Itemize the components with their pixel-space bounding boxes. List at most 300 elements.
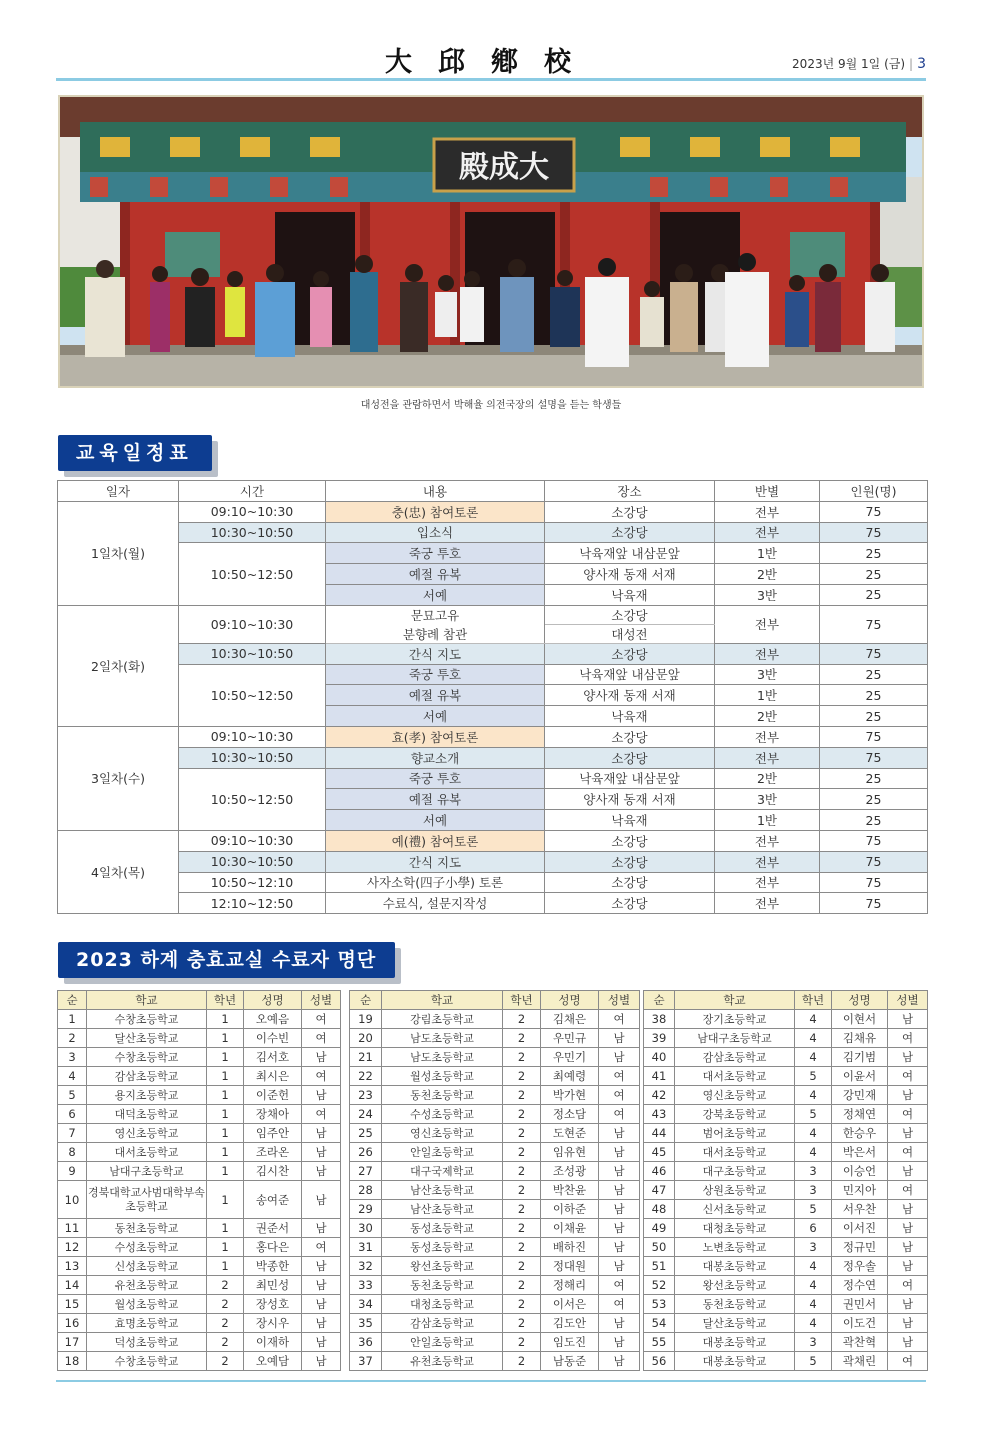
group-cell: 2반 xyxy=(715,564,820,585)
no-cell: 6 xyxy=(58,1105,87,1124)
school-cell: 대구국제학교 xyxy=(382,1162,503,1181)
roster-row xyxy=(350,1276,640,1295)
schedule-row xyxy=(58,726,928,747)
roster-row xyxy=(350,1295,640,1314)
roster-row xyxy=(58,1124,341,1143)
roster-row xyxy=(644,1257,928,1276)
name-cell: 정규민 xyxy=(832,1238,888,1257)
roster-row xyxy=(58,1219,341,1238)
group-cell: 전부 xyxy=(715,747,820,768)
schedule-header-row xyxy=(58,481,928,502)
grade-cell: 4 xyxy=(795,1314,832,1333)
gender-cell: 여 xyxy=(302,1067,341,1086)
grade-cell: 2 xyxy=(503,1124,541,1143)
roster-row xyxy=(350,1181,640,1200)
roster-col-header: 학년 xyxy=(207,991,244,1010)
count-cell: 75 xyxy=(820,501,928,522)
gender-cell: 남 xyxy=(888,1219,928,1238)
gender-cell: 여 xyxy=(302,1010,341,1029)
place-cell: 소강당 xyxy=(545,830,715,851)
gender-cell: 남 xyxy=(599,1219,640,1238)
grade-cell: 3 xyxy=(795,1238,832,1257)
daeseongjeon-photo xyxy=(58,95,924,388)
roster-col-header: 순 xyxy=(644,991,675,1010)
no-cell: 30 xyxy=(350,1219,382,1238)
name-cell: 장성호 xyxy=(244,1295,302,1314)
name-cell: 최예령 xyxy=(541,1067,599,1086)
name-cell: 김기범 xyxy=(832,1048,888,1067)
name-cell: 김서호 xyxy=(244,1048,302,1067)
grade-cell: 1 xyxy=(207,1238,244,1257)
grade-cell: 4 xyxy=(795,1295,832,1314)
no-cell: 39 xyxy=(644,1029,675,1048)
time-cell: 12:10~12:50 xyxy=(179,893,326,914)
time-cell: 09:10~10:30 xyxy=(179,605,326,643)
school-cell: 용지초등학교 xyxy=(87,1086,207,1105)
no-cell: 47 xyxy=(644,1181,675,1200)
content-cell: 죽궁 투호 xyxy=(326,768,545,789)
place-cell: 양사재 동재 서재 xyxy=(545,564,715,585)
name-cell: 우민기 xyxy=(541,1048,599,1067)
gender-cell: 남 xyxy=(599,1029,640,1048)
name-cell: 이재하 xyxy=(244,1333,302,1352)
count-cell: 75 xyxy=(820,605,928,643)
col-header: 일자 xyxy=(58,481,179,502)
no-cell: 27 xyxy=(350,1162,382,1181)
no-cell: 54 xyxy=(644,1314,675,1333)
count-cell: 25 xyxy=(820,810,928,831)
gender-cell: 여 xyxy=(302,1029,341,1048)
group-cell: 전부 xyxy=(715,872,820,893)
school-cell: 감삼초등학교 xyxy=(675,1048,795,1067)
roster-col-header: 성명 xyxy=(244,991,302,1010)
count-cell: 75 xyxy=(820,747,928,768)
roster-col-header: 학교 xyxy=(87,991,207,1010)
no-cell: 55 xyxy=(644,1333,675,1352)
schedule-row xyxy=(58,664,928,685)
grade-cell: 5 xyxy=(795,1352,832,1371)
group-cell: 2반 xyxy=(715,706,820,727)
roster-row xyxy=(644,1314,928,1333)
gender-cell: 남 xyxy=(302,1219,341,1238)
roster-row xyxy=(58,1295,341,1314)
gender-cell: 남 xyxy=(302,1333,341,1352)
gender-cell: 남 xyxy=(888,1086,928,1105)
no-cell: 21 xyxy=(350,1048,382,1067)
gender-cell: 남 xyxy=(888,1295,928,1314)
roster-row xyxy=(58,1352,341,1371)
grade-cell: 1 xyxy=(207,1143,244,1162)
place-cell: 낙육재앞 내삼문앞 xyxy=(545,543,715,564)
top-rule xyxy=(56,78,926,81)
roster-row xyxy=(644,1238,928,1257)
school-cell: 경북대학교사범대학부속 초등학교 xyxy=(87,1181,207,1219)
roster-col-header: 성명 xyxy=(832,991,888,1010)
place-cell: 소강당 xyxy=(545,501,715,522)
content-cell: 간식 지도 xyxy=(326,643,545,664)
signboard-text: 殿成大 xyxy=(459,150,549,185)
group-cell: 3반 xyxy=(715,789,820,810)
name-cell: 이채윤 xyxy=(541,1219,599,1238)
school-cell: 대봉초등학교 xyxy=(675,1352,795,1371)
school-cell: 수창초등학교 xyxy=(87,1010,207,1029)
school-cell: 왕선초등학교 xyxy=(675,1276,795,1295)
school-cell: 상원초등학교 xyxy=(675,1181,795,1200)
no-cell: 25 xyxy=(350,1124,382,1143)
no-cell: 20 xyxy=(350,1029,382,1048)
content-cell: 서예 xyxy=(326,706,545,727)
no-cell: 15 xyxy=(58,1295,87,1314)
name-cell: 임유현 xyxy=(541,1143,599,1162)
count-cell: 25 xyxy=(820,706,928,727)
grade-cell: 2 xyxy=(503,1333,541,1352)
grade-cell: 2 xyxy=(207,1314,244,1333)
day-label: 4일차(목) xyxy=(58,830,179,913)
roster-row xyxy=(58,1143,341,1162)
gender-cell: 남 xyxy=(599,1333,640,1352)
school-cell: 대서초등학교 xyxy=(87,1143,207,1162)
roster-row xyxy=(58,1010,341,1029)
grade-cell: 6 xyxy=(795,1219,832,1238)
content-cell: 죽궁 투호 xyxy=(326,664,545,685)
bottom-rule xyxy=(56,1380,926,1382)
no-cell: 41 xyxy=(644,1067,675,1086)
roster-col-header: 학교 xyxy=(382,991,503,1010)
grade-cell: 4 xyxy=(795,1086,832,1105)
content-cell: 분향례 참관 xyxy=(326,624,545,643)
name-cell: 이승언 xyxy=(832,1162,888,1181)
no-cell: 23 xyxy=(350,1086,382,1105)
no-cell: 3 xyxy=(58,1048,87,1067)
col-header: 인원(명) xyxy=(820,481,928,502)
gender-cell: 남 xyxy=(888,1162,928,1181)
schedule-row xyxy=(58,501,928,522)
grade-cell: 4 xyxy=(795,1010,832,1029)
school-cell: 수창초등학교 xyxy=(87,1048,207,1067)
roster-row xyxy=(350,1257,640,1276)
roster-row xyxy=(644,1124,928,1143)
group-cell: 1반 xyxy=(715,685,820,706)
roster-row xyxy=(644,1105,928,1124)
grade-cell: 4 xyxy=(795,1257,832,1276)
roster-row xyxy=(644,1143,928,1162)
grade-cell: 1 xyxy=(207,1162,244,1181)
name-cell: 서우찬 xyxy=(832,1200,888,1219)
count-cell: 25 xyxy=(820,789,928,810)
schedule-row xyxy=(58,768,928,789)
count-cell: 25 xyxy=(820,543,928,564)
school-cell: 남대구초등학교 xyxy=(87,1162,207,1181)
content-cell: 예(禮) 참여토론 xyxy=(326,830,545,851)
roster-row xyxy=(350,1314,640,1333)
name-cell: 곽채린 xyxy=(832,1352,888,1371)
school-cell: 남대구초등학교 xyxy=(675,1029,795,1048)
no-cell: 19 xyxy=(350,1010,382,1029)
grade-cell: 4 xyxy=(795,1048,832,1067)
gender-cell: 남 xyxy=(599,1257,640,1276)
col-header: 내용 xyxy=(326,481,545,502)
time-cell: 10:50~12:50 xyxy=(179,768,326,830)
col-header: 반별 xyxy=(715,481,820,502)
content-cell: 효(孝) 참여토론 xyxy=(326,726,545,747)
school-cell: 장기초등학교 xyxy=(675,1010,795,1029)
roster-row xyxy=(58,1105,341,1124)
time-cell: 10:30~10:50 xyxy=(179,851,326,872)
grade-cell: 2 xyxy=(503,1086,541,1105)
school-cell: 왕선초등학교 xyxy=(382,1257,503,1276)
gender-cell: 남 xyxy=(599,1143,640,1162)
name-cell: 김도안 xyxy=(541,1314,599,1333)
gender-cell: 여 xyxy=(302,1105,341,1124)
gender-cell: 여 xyxy=(599,1105,640,1124)
school-cell: 동천초등학교 xyxy=(675,1295,795,1314)
roster-row xyxy=(350,1086,640,1105)
no-cell: 28 xyxy=(350,1181,382,1200)
roster-col-header: 학년 xyxy=(795,991,832,1010)
grade-cell: 2 xyxy=(207,1276,244,1295)
name-cell: 김채은 xyxy=(541,1010,599,1029)
gender-cell: 남 xyxy=(888,1257,928,1276)
content-cell: 서예 xyxy=(326,810,545,831)
content-cell: 사자소학(四子小學) 토론 xyxy=(326,872,545,893)
no-cell: 34 xyxy=(350,1295,382,1314)
gender-cell: 남 xyxy=(302,1143,341,1162)
place-cell: 양사재 동재 서재 xyxy=(545,685,715,706)
roster-table-1 xyxy=(57,990,341,1371)
gender-cell: 남 xyxy=(599,1314,640,1333)
name-cell: 민지아 xyxy=(832,1181,888,1200)
no-cell: 16 xyxy=(58,1314,87,1333)
roster-row xyxy=(58,1067,341,1086)
content-cell: 입소식 xyxy=(326,522,545,543)
gender-cell: 여 xyxy=(888,1352,928,1371)
grade-cell: 2 xyxy=(503,1105,541,1124)
roster-row xyxy=(58,1333,341,1352)
photo-illustration xyxy=(60,97,924,388)
roster-header-row xyxy=(644,991,928,1010)
grade-cell: 2 xyxy=(503,1352,541,1371)
group-cell: 전부 xyxy=(715,851,820,872)
gender-cell: 남 xyxy=(302,1352,341,1371)
name-cell: 김시찬 xyxy=(244,1162,302,1181)
gender-cell: 남 xyxy=(888,1314,928,1333)
schedule-row xyxy=(58,605,928,624)
gender-cell: 남 xyxy=(888,1333,928,1352)
gender-cell: 남 xyxy=(888,1124,928,1143)
gender-cell: 남 xyxy=(888,1010,928,1029)
group-cell: 전부 xyxy=(715,501,820,522)
gender-cell: 남 xyxy=(599,1124,640,1143)
col-header: 시간 xyxy=(179,481,326,502)
gender-cell: 여 xyxy=(888,1181,928,1200)
content-cell: 예절 유복 xyxy=(326,685,545,706)
gender-cell: 남 xyxy=(302,1181,341,1219)
roster-row xyxy=(644,1181,928,1200)
name-cell: 강민재 xyxy=(832,1086,888,1105)
gender-cell: 여 xyxy=(888,1029,928,1048)
group-cell: 2반 xyxy=(715,768,820,789)
grade-cell: 2 xyxy=(503,1295,541,1314)
roster-col-header: 순 xyxy=(58,991,87,1010)
grade-cell: 2 xyxy=(503,1181,541,1200)
name-cell: 최시은 xyxy=(244,1067,302,1086)
grade-cell: 2 xyxy=(503,1200,541,1219)
grade-cell: 5 xyxy=(795,1200,832,1219)
place-cell: 대성전 xyxy=(545,624,715,643)
gender-cell: 남 xyxy=(599,1048,640,1067)
grade-cell: 2 xyxy=(503,1143,541,1162)
name-cell: 남동준 xyxy=(541,1352,599,1371)
school-cell: 안일초등학교 xyxy=(382,1333,503,1352)
roster-heading: 2023 하계 충효교실 수료자 명단 xyxy=(58,942,395,978)
count-cell: 25 xyxy=(820,685,928,706)
gender-cell: 남 xyxy=(599,1162,640,1181)
name-cell: 박종한 xyxy=(244,1257,302,1276)
school-cell: 대청초등학교 xyxy=(382,1295,503,1314)
count-cell: 75 xyxy=(820,522,928,543)
name-cell: 박가현 xyxy=(541,1086,599,1105)
no-cell: 9 xyxy=(58,1162,87,1181)
no-cell: 17 xyxy=(58,1333,87,1352)
schedule-row xyxy=(58,893,928,914)
gender-cell: 남 xyxy=(888,1200,928,1219)
grade-cell: 1 xyxy=(207,1124,244,1143)
place-cell: 낙육재 xyxy=(545,584,715,605)
place-cell: 낙육재 xyxy=(545,810,715,831)
school-cell: 유천초등학교 xyxy=(87,1276,207,1295)
roster-row xyxy=(644,1200,928,1219)
name-cell: 오예담 xyxy=(244,1352,302,1371)
school-cell: 수창초등학교 xyxy=(87,1352,207,1371)
page-number: 3 xyxy=(917,56,926,72)
gender-cell: 남 xyxy=(888,1238,928,1257)
grade-cell: 2 xyxy=(503,1219,541,1238)
name-cell: 조라온 xyxy=(244,1143,302,1162)
grade-cell: 2 xyxy=(503,1067,541,1086)
school-cell: 대봉초등학교 xyxy=(675,1257,795,1276)
place-cell: 소강당 xyxy=(545,893,715,914)
grade-cell: 2 xyxy=(503,1257,541,1276)
roster-header-row xyxy=(58,991,341,1010)
name-cell: 장시우 xyxy=(244,1314,302,1333)
count-cell: 75 xyxy=(820,851,928,872)
school-cell: 효명초등학교 xyxy=(87,1314,207,1333)
grade-cell: 1 xyxy=(207,1067,244,1086)
school-cell: 강북초등학교 xyxy=(675,1105,795,1124)
day-label: 2일차(화) xyxy=(58,605,179,726)
content-cell: 서예 xyxy=(326,584,545,605)
roster-row xyxy=(58,1276,341,1295)
roster-col-header: 순 xyxy=(350,991,382,1010)
group-cell: 1반 xyxy=(715,810,820,831)
name-cell: 장채아 xyxy=(244,1105,302,1124)
no-cell: 26 xyxy=(350,1143,382,1162)
school-cell: 대구초등학교 xyxy=(675,1162,795,1181)
name-cell: 이윤서 xyxy=(832,1067,888,1086)
time-cell: 10:50~12:50 xyxy=(179,664,326,726)
grade-cell: 1 xyxy=(207,1105,244,1124)
schedule-row xyxy=(58,643,928,664)
name-cell: 정수연 xyxy=(832,1276,888,1295)
roster-row xyxy=(644,1333,928,1352)
name-cell: 정소담 xyxy=(541,1105,599,1124)
school-cell: 감삼초등학교 xyxy=(87,1067,207,1086)
school-cell: 동성초등학교 xyxy=(382,1219,503,1238)
grade-cell: 1 xyxy=(207,1048,244,1067)
grade-cell: 2 xyxy=(503,1238,541,1257)
gender-cell: 남 xyxy=(302,1314,341,1333)
gender-cell: 여 xyxy=(888,1143,928,1162)
grade-cell: 2 xyxy=(207,1295,244,1314)
schedule-row xyxy=(58,747,928,768)
school-cell: 남산초등학교 xyxy=(382,1200,503,1219)
count-cell: 25 xyxy=(820,564,928,585)
school-cell: 달산초등학교 xyxy=(675,1314,795,1333)
roster-row xyxy=(350,1048,640,1067)
roster-row xyxy=(58,1238,341,1257)
gender-cell: 여 xyxy=(599,1067,640,1086)
gender-cell: 남 xyxy=(302,1295,341,1314)
place-cell: 낙육재 xyxy=(545,706,715,727)
no-cell: 4 xyxy=(58,1067,87,1086)
gender-cell: 남 xyxy=(302,1086,341,1105)
no-cell: 32 xyxy=(350,1257,382,1276)
grade-cell: 2 xyxy=(503,1276,541,1295)
roster-row xyxy=(58,1162,341,1181)
no-cell: 37 xyxy=(350,1352,382,1371)
day-label: 3일차(수) xyxy=(58,726,179,830)
grade-cell: 4 xyxy=(795,1029,832,1048)
grade-cell: 2 xyxy=(503,1029,541,1048)
no-cell: 40 xyxy=(644,1048,675,1067)
gender-cell: 남 xyxy=(599,1238,640,1257)
grade-cell: 3 xyxy=(795,1162,832,1181)
no-cell: 1 xyxy=(58,1010,87,1029)
name-cell: 송여준 xyxy=(244,1181,302,1219)
roster-table-2 xyxy=(349,990,640,1371)
no-cell: 8 xyxy=(58,1143,87,1162)
masthead-title: 大邱鄕校 xyxy=(385,47,597,78)
name-cell: 정우솔 xyxy=(832,1257,888,1276)
no-cell: 11 xyxy=(58,1219,87,1238)
place-cell: 소강당 xyxy=(545,605,715,624)
no-cell: 45 xyxy=(644,1143,675,1162)
roster-col-header: 학년 xyxy=(503,991,541,1010)
school-cell: 신성초등학교 xyxy=(87,1257,207,1276)
name-cell: 이수빈 xyxy=(244,1029,302,1048)
name-cell: 이도건 xyxy=(832,1314,888,1333)
no-cell: 18 xyxy=(58,1352,87,1371)
no-cell: 48 xyxy=(644,1200,675,1219)
name-cell: 임주안 xyxy=(244,1124,302,1143)
gender-cell: 남 xyxy=(599,1181,640,1200)
gender-cell: 남 xyxy=(888,1048,928,1067)
no-cell: 44 xyxy=(644,1124,675,1143)
time-cell: 10:50~12:50 xyxy=(179,543,326,605)
roster-row xyxy=(58,1181,341,1219)
school-cell: 월성초등학교 xyxy=(382,1067,503,1086)
group-cell: 3반 xyxy=(715,584,820,605)
school-cell: 수성초등학교 xyxy=(87,1238,207,1257)
no-cell: 43 xyxy=(644,1105,675,1124)
schedule-row xyxy=(58,872,928,893)
name-cell: 우민규 xyxy=(541,1029,599,1048)
name-cell: 김채유 xyxy=(832,1029,888,1048)
grade-cell: 2 xyxy=(207,1352,244,1371)
roster-row xyxy=(350,1352,640,1371)
grade-cell: 1 xyxy=(207,1219,244,1238)
place-cell: 소강당 xyxy=(545,747,715,768)
